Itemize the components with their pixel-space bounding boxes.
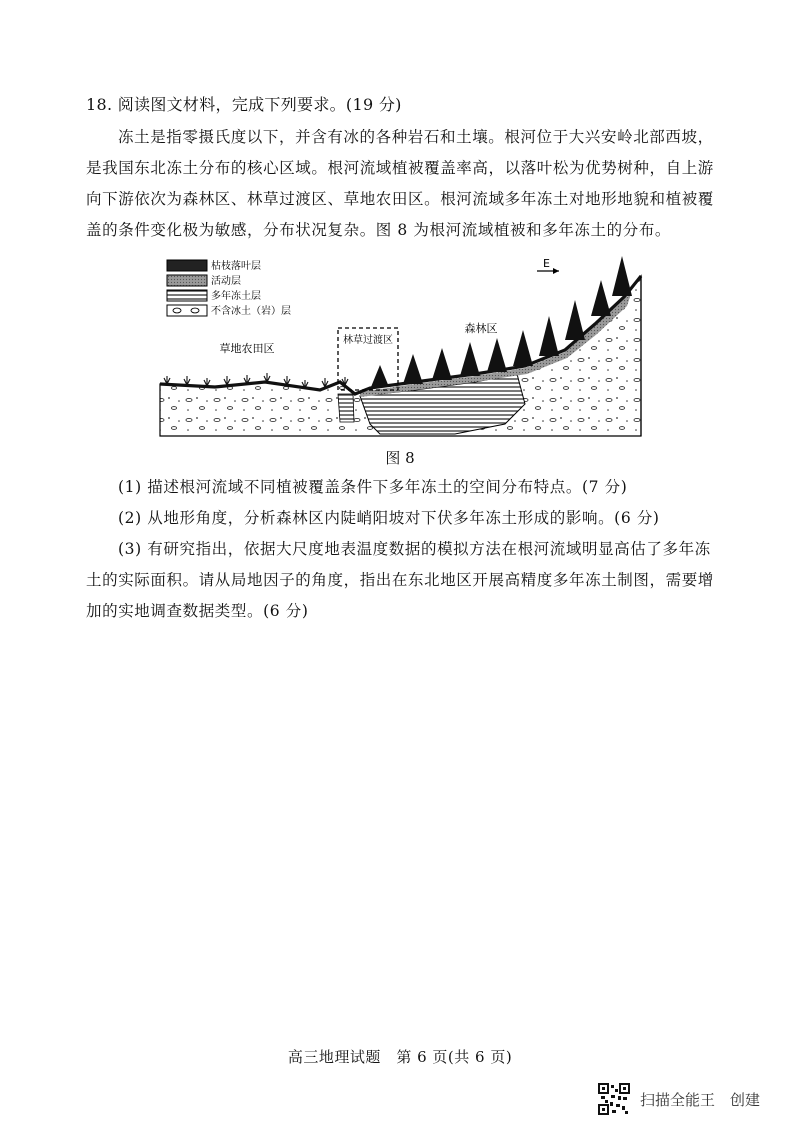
- legend-label-litter: 枯枝落叶层: [211, 261, 261, 272]
- legend-swatch-litter: [167, 260, 207, 271]
- material-paragraph: 冻土是指零摄氏度以下，并含有冰的各种岩石和土壤。根河位于大兴安岭北部西坡，是我国东北冻土分布的核心区域。根河流域植被覆盖率高，以落叶松为优势树种，自上游向下游依次为森林区、林草过渡区、草地农田区。根河流域多年冻土对地形地貌和植被覆盖的条件变化极为敏感，分布状况复杂。图 8 为根河流域植被和多年冻土的分布。: [86, 128, 714, 239]
- figure-8-diagram: [155, 254, 655, 444]
- legend-swatch-active-layer: [167, 275, 207, 286]
- scanner-watermark: [598, 1082, 760, 1116]
- page-footer: 高三地理试题 第 6 页(共 6 页): [287, 1048, 513, 1066]
- direction-label: E: [543, 257, 550, 270]
- material-text: [86, 122, 726, 246]
- legend-label-ice-free: 不含冰土（岩）层: [211, 306, 291, 317]
- permafrost-patch: [338, 394, 354, 422]
- legend-label-active-layer: 活动层: [211, 276, 241, 287]
- subquestion-1: (1) 描述根河流域不同植被覆盖条件下多年冻土的空间分布特点。(7 分): [118, 478, 628, 496]
- figure-caption: 图 8: [385, 449, 415, 467]
- scanner-watermark-text: 扫描全能王 创建: [640, 1090, 761, 1109]
- subquestions: [86, 472, 726, 627]
- zone-label-grass: 草地农田区: [219, 342, 275, 355]
- legend-label-permafrost: 多年冻土层: [211, 291, 261, 302]
- subquestion-2: (2) 从地形角度，分析森林区内陡峭阳坡对下伏多年冻土形成的影响。(6 分): [118, 509, 660, 527]
- qr-code-icon: [598, 1083, 630, 1115]
- subquestion-3: (3) 有研究指出，依据大尺度地表温度数据的模拟方法在根河流域明显高估了多年冻土的实际面积。请从局地因子的角度，指出在东北地区开展高精度多年冻土制图，需要增加的实地调查数据类型。(6 分): [86, 540, 714, 620]
- zone-label-transition: 林草过渡区: [343, 335, 393, 346]
- legend-swatch-permafrost: [167, 290, 207, 301]
- east-arrow: [537, 257, 559, 274]
- zone-label-forest: 森林区: [464, 322, 498, 335]
- figure-legend: [167, 259, 291, 317]
- question-title: 18. 阅读图文材料，完成下列要求。(19 分): [86, 95, 402, 114]
